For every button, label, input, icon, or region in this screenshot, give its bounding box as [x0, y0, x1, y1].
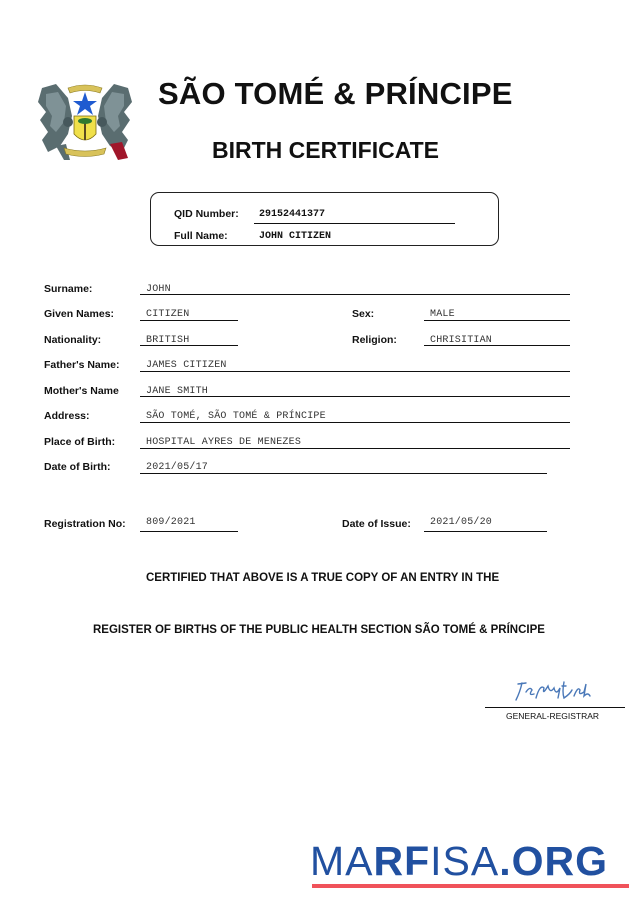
marfisa-watermark	[310, 838, 608, 885]
father-name-value: JAMES CITIZEN	[146, 360, 227, 371]
father-name-underline	[140, 371, 570, 372]
religion-value: CHRISITIAN	[430, 335, 493, 346]
watermark-part-2: RF	[373, 838, 431, 884]
address-value: SÃO TOMÉ, SÃO TOMÉ & PRÍNCIPE	[146, 411, 326, 422]
signature-line	[485, 707, 625, 708]
father-name-label: Father's Name:	[44, 359, 120, 371]
registration-no-underline	[140, 531, 238, 532]
given-names-underline	[140, 320, 238, 321]
registrar-signature	[512, 678, 596, 704]
coat-of-arms-emblem	[38, 76, 132, 162]
nationality-underline	[140, 345, 238, 346]
date-of-birth-value: 2021/05/17	[146, 462, 209, 473]
address-label: Address:	[44, 410, 90, 422]
surname-label: Surname:	[44, 283, 93, 295]
nationality-value: BRITISH	[146, 335, 190, 346]
signature-caption: GENERAL-REGISTRAR	[506, 711, 600, 721]
watermark-part-3: ISA	[430, 838, 500, 884]
nationality-label: Nationality:	[44, 334, 102, 346]
watermark-part-1: MA	[310, 838, 374, 884]
place-of-birth-underline	[140, 448, 570, 449]
religion-underline	[424, 345, 570, 346]
date-of-birth-underline	[140, 473, 547, 474]
full-name-value: JOHN CITIZEN	[259, 231, 332, 242]
watermark-part-4: .ORG	[499, 838, 609, 884]
surname-value: JOHN	[146, 284, 171, 295]
place-of-birth-label: Place of Birth:	[44, 436, 116, 448]
mother-name-underline	[140, 396, 570, 397]
full-name-label: Full Name:	[174, 230, 228, 242]
qid-value: 29152441377	[259, 209, 326, 220]
date-of-issue-label: Date of Issue:	[342, 518, 411, 530]
qid-underline	[254, 223, 455, 224]
mother-name-label: Mother's Name	[44, 385, 119, 397]
watermark-underline	[312, 884, 629, 888]
date-of-issue-value: 2021/05/20	[430, 517, 493, 528]
certification-statement-line1: CERTIFIED THAT ABOVE IS A TRUE COPY OF AN ENTRY IN THE	[146, 572, 500, 584]
sex-underline	[424, 320, 570, 321]
qid-label: QID Number:	[174, 208, 239, 220]
registration-no-label: Registration No:	[44, 518, 126, 530]
given-names-value: CITIZEN	[146, 309, 190, 320]
sex-value: MALE	[430, 309, 455, 320]
surname-underline	[140, 294, 570, 295]
registration-no-value: 809/2021	[146, 517, 196, 528]
country-title: SÃO TOMÉ & PRÍNCIPE	[158, 76, 513, 111]
document-title: BIRTH CERTIFICATE	[212, 137, 440, 163]
place-of-birth-value: HOSPITAL AYRES DE MENEZES	[146, 437, 302, 448]
religion-label: Religion:	[352, 334, 397, 346]
sex-label: Sex:	[352, 308, 375, 320]
certification-statement-line2: REGISTER OF BIRTHS OF THE PUBLIC HEALTH SECTION SÃO TOMÉ & PRÍNCIPE	[93, 624, 545, 636]
given-names-label: Given Names:	[44, 308, 115, 320]
address-underline	[140, 422, 570, 423]
mother-name-value: JANE SMITH	[146, 386, 209, 397]
date-of-issue-underline	[424, 531, 547, 532]
date-of-birth-label: Date of Birth:	[44, 461, 111, 473]
